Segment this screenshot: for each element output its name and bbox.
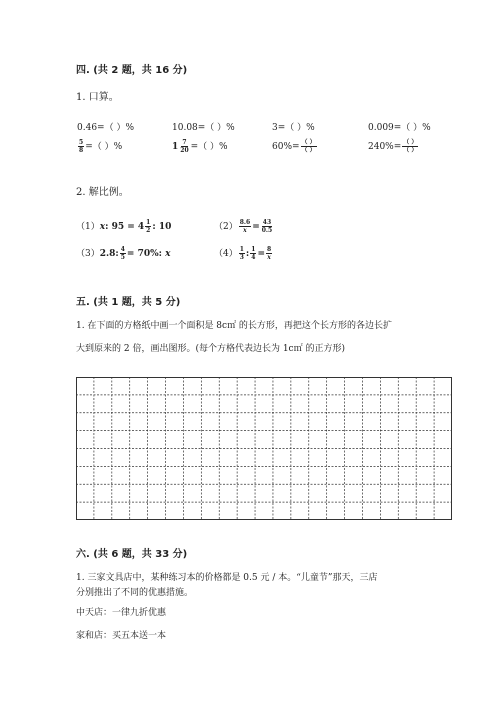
proportion-4: （4） $\frac{1}{3}$ : $\frac{1}{4}$ = $\frac{8}{x}$ (214, 246, 272, 261)
q2-label: 2. 解比例。 (76, 187, 129, 198)
oral-item-5: $\frac{5}{8}$ =（ ）% (79, 139, 123, 154)
fraction: $\frac{8}{x}$ (266, 246, 272, 261)
oral-item-8: 240%= $\frac{( )}{( )}$ (368, 139, 418, 154)
section5-heading: 五. (共 1 题，共 5 分) (76, 297, 181, 308)
section6-heading: 六. (共 6 题，共 33 分) (76, 549, 188, 560)
store-jiahe: 家和店：买五本送一本 (76, 631, 167, 641)
q6-text-line1: 1. 三家文具店中，某种练习本的价格都是 0.5 元 / 本。“儿童节”那天，三店 (76, 573, 378, 583)
q1-label: 1. 口算。 (76, 92, 119, 103)
oral-item-1: 0.46=（ ）% (77, 123, 134, 133)
section4-heading: 四. (共 2 题，共 16 分) (76, 65, 188, 76)
grid-paper[interactable] (76, 377, 452, 520)
fraction: $\frac{1}{4}$ (251, 246, 256, 261)
fraction: $\frac{8.6}{x}$ (239, 219, 251, 234)
oral-item-2: 10.08=（ ）% (172, 123, 235, 133)
oral-item-7: 60%= $\frac{( )}{( )}$ (272, 139, 316, 154)
fraction: $\frac{1}{2}$ (146, 219, 151, 234)
fraction: $\frac{( )}{( )}$ (403, 139, 418, 154)
proportion-3: （3）2.8: $\frac{4}{5}$ = 70%: x (76, 246, 171, 261)
fraction: $\frac{1}{3}$ (239, 246, 244, 261)
fraction: $\frac{5}{8}$ (79, 139, 84, 154)
oral-item-4: 0.009=（ ）% (368, 123, 431, 133)
q5-text-line2: 大到原来的 2 倍，画出图形。(每个方格代表边长为 1c㎡ 的正方形) (76, 344, 345, 354)
q6-text-line2: 分别推出了不同的优惠措施。 (76, 588, 194, 598)
proportion-1: （1）x: 95 = 4 $\frac{1}{2}$ : 10 (76, 219, 172, 234)
fraction: $\frac{43}{0.5}$ (261, 219, 273, 234)
q5-text-line1: 1. 在下面的方格纸中画一个面积是 8c㎡ 的长方形，再把这个长方形的各边长扩 (76, 321, 392, 331)
oral-item-6: 1 $\frac{7}{20}$ =（ ）% (172, 139, 228, 154)
fraction: $\frac{7}{20}$ (180, 139, 189, 154)
fraction: $\frac{( )}{( )}$ (301, 139, 316, 154)
fraction: $\frac{4}{5}$ (120, 246, 125, 261)
store-zhongtian: 中天店：一律九折优惠 (76, 608, 167, 618)
proportion-2: （2） $\frac{8.6}{x}$ = $\frac{43}{0.5}$ (214, 219, 273, 234)
oral-item-3: 3=（ ）% (272, 123, 315, 133)
